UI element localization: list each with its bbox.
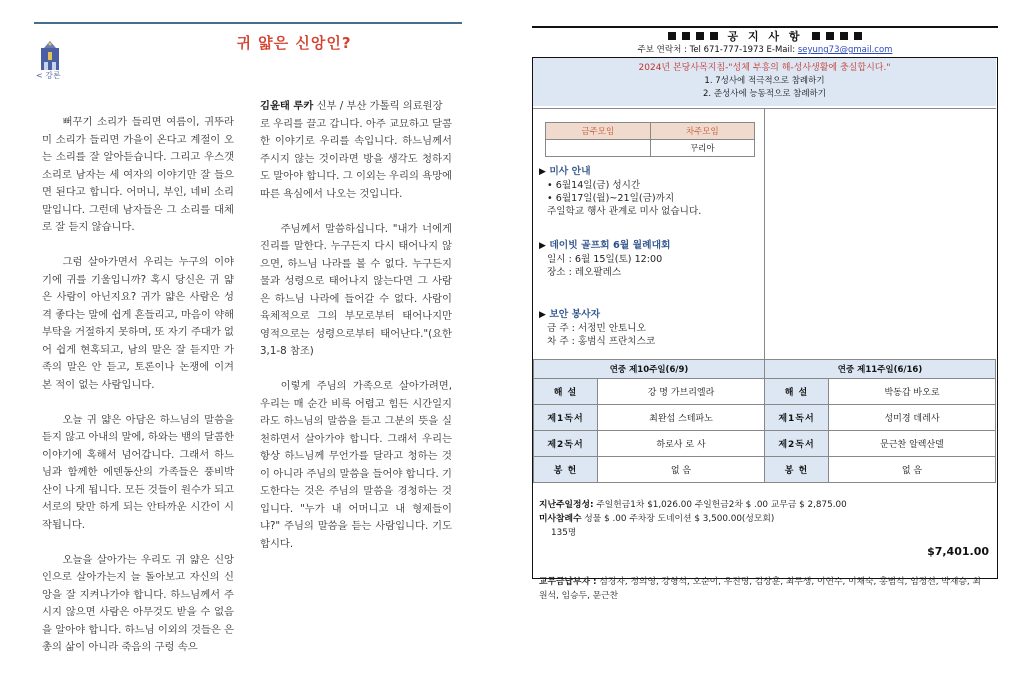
meeting-header-next-week: 차주모임 (650, 123, 755, 140)
mass-notice: ▶ 미사 안내 • 6월14일(금) 성시간 • 6월17일(월)~21일(금)까지 주일학교 행사 관계로 미사 없습니다. (539, 165, 761, 218)
notice-frame (532, 57, 998, 601)
notice-page (532, 26, 998, 601)
meeting-this-week (546, 140, 651, 157)
theme-item: 2. 준성사에 능동적으로 참례하기 (703, 89, 826, 99)
author-name: 김윤태 루카 (260, 100, 314, 112)
mass-notice-note: 주일학교 행사 관계로 미사 없습니다. (547, 206, 702, 217)
triangle-bullet-icon: ▶ (539, 241, 546, 251)
announcements-panel (533, 108, 765, 359)
volunteer-line: 금 주 : 서정민 안토니오 (547, 323, 646, 334)
table-row: 해 설 강 명 가브리엘라 해 설 박동갑 바오로 (534, 379, 996, 405)
contributors-list (539, 575, 989, 603)
blank-panel (765, 108, 996, 359)
theme-item: 1. 7성사에 적극적으로 참례하기 (704, 76, 825, 86)
contact-line: 주보 연락처 : Tel 671-777-1973 E-Mail: seyung73@gmail.com (637, 45, 893, 55)
homily-column-1 (42, 114, 234, 674)
theme-main: 2024년 본당사목지침-"성체 부흥의 해-성사생활에 충실합시다." (638, 63, 891, 73)
contributors-names: 심경자, 정의영, 강형석, 오순이, 우진명, 김상훈, 최두생, 이연수, 이채숙, 홍범식, 임정선, 박재승, 최원석, 임승두, 문근찬 (539, 577, 981, 601)
volunteer-line: 차 주 : 홍범식 프란치스코 (547, 336, 656, 347)
homily-paragraph: 로 우리를 끌고 갑니다. 아주 교묘하고 달콤한 이야기로 우리를 속입니다. 하느님께서 주시지 않는 것이라면 방을 생각도 청하지도 말아야 합니다. 그 이외는 우리의 욕망에 따른 욕심에서 나오는 것입니다. (260, 117, 453, 200)
homily-paragraph: 뻐꾸기 소리가 들리면 여름이, 귀뚜라미 소리가 들리면 가을이 온다고 계절이 오는 소리를 잘 알아듣습니다. 그리고 우스갯소리로 남자는 세 여자의 이야기만 잘 들으면 된다고 합니다. 어머니, 부인, 네비 소리 말입니다. 그런데 남자들은 그 소리를 대체로 잘 듣지 않습니다. (42, 116, 234, 233)
finance-label: 지난주일정성: (539, 500, 594, 510)
table-row: 제1독서 최완섭 스테파노 제1독서 성미경 데레사 (534, 405, 996, 431)
title-rule (34, 22, 462, 24)
meeting-header-this-week: 금주모임 (546, 123, 651, 140)
homily-paragraph: 오늘 귀 얇은 아담은 하느님의 말씀을 듣지 않고 아내의 말에, 하와는 뱀의 달콤한 이야기에 혹해서 넘어갑니다. 그래서 하느님과 함께한 에덴동산의 가족들은 풍비박산이 나게 됩니다. 모든 것들이 원수가 되고 서로의 탓만 하게 되는 안타까운 시간이 시작됩니다. (42, 413, 235, 531)
finance-line: 성물 $ .00 주차장 도네이션 $ 3,500.00(성모회) (581, 514, 775, 524)
week1-header: 연중 제10주일(6/9) (534, 360, 765, 379)
homily-column-2 (260, 98, 452, 571)
table-row: 제2독서 하로사 로 사 제2독서 문근찬 알렉산델 (534, 431, 996, 457)
pastoral-theme (533, 58, 996, 106)
volunteer-notice-heading: 보안 봉사자 (549, 309, 601, 320)
mass-notice-item: 6월14일(금) 성시간 (555, 180, 641, 191)
mass-notice-item: 6월17일(월)~21일(금)까지 (555, 193, 675, 204)
homily-page (34, 22, 462, 653)
article-title: 귀 얇은 신앙인? (236, 34, 352, 52)
week2-header: 연중 제11주일(6/16) (765, 360, 996, 379)
homily-paragraph: 오늘을 살아가는 우리도 귀 얇은 신앙인으로 살아가는지 늘 돌아보고 자신의 신앙을 잘 지켜나가야 합니다. 하느님께서 주시지 않으면 사람은 아무것도 받을 수 없음을 알아야 합니다. 하느님 이외의 것들은 은총의 삶이 아니라 죽음의 구렁 속으 (42, 553, 235, 653)
triangle-bullet-icon: ▶ (539, 310, 546, 320)
attendance-label: 미사참례수 (539, 514, 582, 524)
finance-total: $7,401.00 (927, 545, 989, 558)
email-link[interactable]: seyung73@gmail.com (797, 45, 893, 55)
table-row: 봉 헌 없 음 봉 헌 없 음 (534, 457, 996, 483)
finance-line: 주일헌금1차 $1,026.00 주일헌금2차 $ .00 교무금 $ 2,875.00 (593, 500, 847, 510)
author-line (260, 98, 452, 203)
homily-paragraph: 그럼 살아가면서 우리는 누구의 이야기에 귀를 기울입니까? 혹시 당신은 귀 얇은 사람이 아닌지요? 귀가 얇은 사람은 성격 좋다는 말에 쉽게 흔들리고, 마음이 약해 부탁을 거절하지 못하며, 또 자기 주대가 없어 쉽게 현혹되고, 남의 말은 잘 듣지만 가족의 말은 안 듣고, 토론이나 논쟁에 이겨 본 적이 없는 사람입니다. (42, 256, 235, 391)
volunteer-notice (539, 308, 761, 348)
homily-paragraph: 주님께서 말씀하십니다. "내가 너에게 진리를 말한다. 누구든지 다시 태어나지 않으면, 하느님 나라를 볼 수 없다. 누구든지 물과 성령으로 태어나지 않는다면 그 사람은 하느님 나라에 들어갈 수 없다. 사람이 육체적으로 그의 부모로부터 태어나지만 영적으로는 성령으로부터 태어난다."(요한 3,1-8 참조) (260, 222, 452, 357)
meeting-next-week: 꾸리아 (650, 140, 755, 157)
liturgy-duty-table (533, 359, 996, 483)
meeting-table (545, 122, 755, 157)
homily-paragraph: 이렇게 주님의 가족으로 살아가려면, 우리는 매 순간 비록 어렵고 힘든 시간일지라도 하느님의 말씀을 듣고 그분의 뜻을 실천하면서 살아가야 합니다. 그래서 우리는 항상 하느님께 무언가를 달라고 청하는 것이 아니라 주님의 말씀을 들어야 합니다. 기도한다는 것은 주님의 말씀을 경청하는 것입니다. "누가 내 어머니고 내 형제들이냐?" 주님의 말씀을 듣는 사람입니다. 기도합시다. (260, 380, 453, 550)
golf-notice-line: 장소 : 레오팔레스 (547, 267, 622, 278)
notice-title: 공 지 사 항 (532, 28, 998, 44)
triangle-bullet-icon: ▶ (539, 167, 546, 177)
golf-notice (539, 239, 761, 279)
author-title: 신부 / 부산 가톨릭 의료원장 (313, 100, 443, 112)
golf-notice-line: 일시 : 6월 15일(토) 12:00 (547, 254, 663, 265)
contributors-label: 교무금납부자 : (539, 577, 597, 587)
logo-caption: < 강론 (36, 71, 61, 80)
golf-notice-heading: 데이빗 골프회 6월 월례대회 (549, 240, 671, 251)
finance-summary (539, 498, 989, 540)
mass-notice-heading: 미사 안내 (549, 166, 591, 177)
attendance-count: 135명 (551, 528, 577, 538)
